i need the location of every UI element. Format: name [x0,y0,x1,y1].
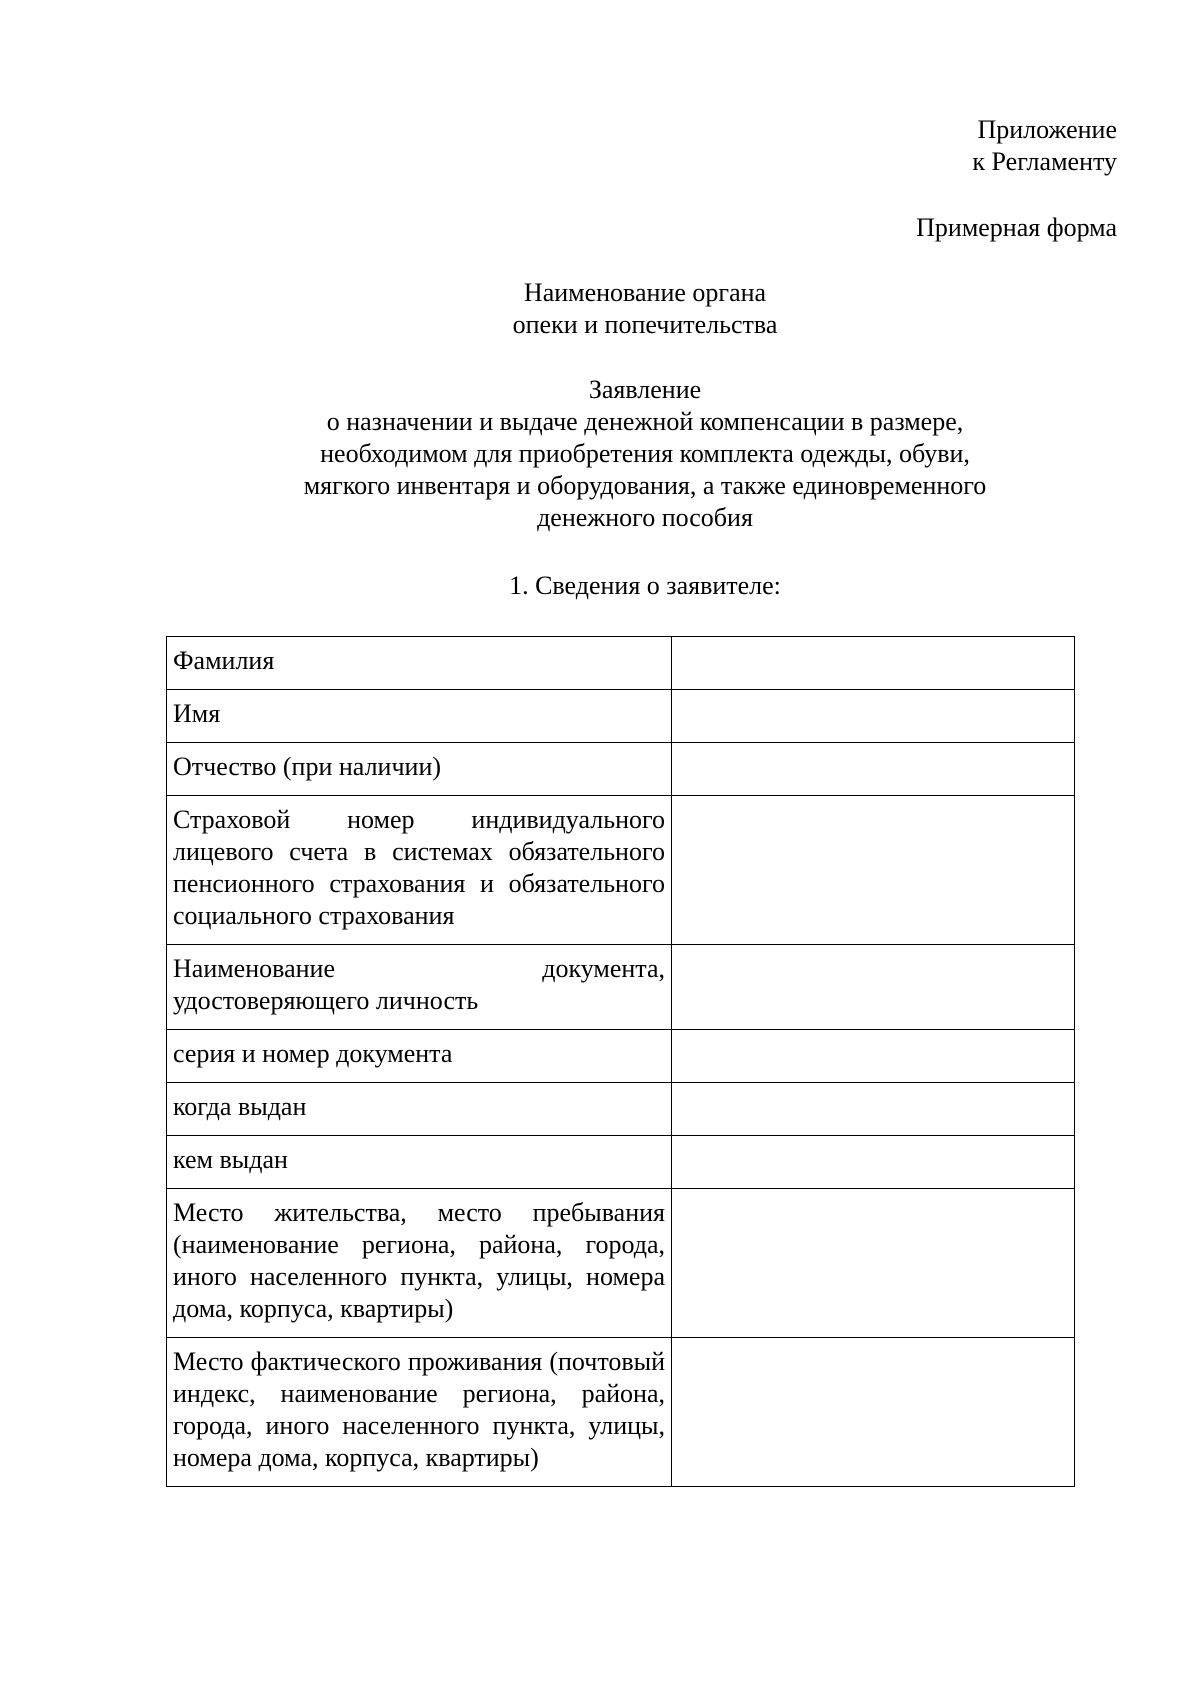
table-row [167,1136,1075,1189]
field-value-first-name[interactable] [672,690,1075,743]
table-row [167,796,1075,945]
title-line-4: мягкого инвентаря и оборудования, а также единовременного [303,471,987,500]
table-row [167,690,1075,743]
field-value-issued-by[interactable] [672,1136,1075,1189]
table-row [167,945,1075,1030]
field-label-actual-residence: Место фактического проживания (почтовый индекс, наименование региона, района, города, иного населенного пункта, улицы, номера дома, корпуса, квартиры) [167,1338,672,1487]
section-heading: 1. Сведения о заявителе: [509,571,781,600]
field-value-snils[interactable] [672,796,1075,945]
field-value-actual-residence[interactable] [672,1338,1075,1487]
field-label-issue-date: когда выдан [167,1083,672,1136]
field-label-id-document: Наименование документа, удостоверяющего личность [167,945,672,1030]
authority-name-placeholder [0,277,1200,341]
field-label-residence: Место жительства, место пребывания (наименование региона, района, города, иного населенного пункта, улицы, номера дома, корпуса, квартиры) [167,1189,672,1338]
table-row [167,1030,1075,1083]
field-value-residence[interactable] [672,1189,1075,1338]
field-label-issued-by: кем выдан [167,1136,672,1189]
field-label-surname: Фамилия [167,637,672,690]
authority-line-1: Наименование органа [523,278,767,307]
document-title [0,374,1200,534]
field-label-document-number: серия и номер документа [167,1030,672,1083]
title-line-5: денежного пособия [537,503,753,532]
applicant-info-table [166,636,1075,1487]
table-row [167,1189,1075,1338]
table-row [167,1338,1075,1487]
title-line-1: Заявление [588,375,702,404]
form-type-label: Примерная форма [916,213,1117,242]
field-label-patronymic: Отчество (при наличии) [167,743,672,796]
appendix-reference [972,114,1117,178]
table-row [167,1083,1075,1136]
field-label-first-name: Имя [167,690,672,743]
authority-line-2: опеки и попечительства [512,310,778,339]
field-value-document-number[interactable] [672,1030,1075,1083]
regulation-reference-line: к Регламенту [972,147,1117,176]
field-value-id-document[interactable] [672,945,1075,1030]
field-value-patronymic[interactable] [672,743,1075,796]
field-value-surname[interactable] [672,637,1075,690]
title-line-2: о назначении и выдаче денежной компенсации в размере, [326,407,964,436]
table-row [167,743,1075,796]
title-line-3: необходимом для приобретения комплекта одежды, обуви, [320,439,970,468]
table-row [167,637,1075,690]
field-value-issue-date[interactable] [672,1083,1075,1136]
field-label-snils: Страховой номер индивидуального лицевого счета в системах обязательного пенсионного страхования и обязательного социального страхования [167,796,672,945]
appendix-line: Приложение [977,115,1117,144]
